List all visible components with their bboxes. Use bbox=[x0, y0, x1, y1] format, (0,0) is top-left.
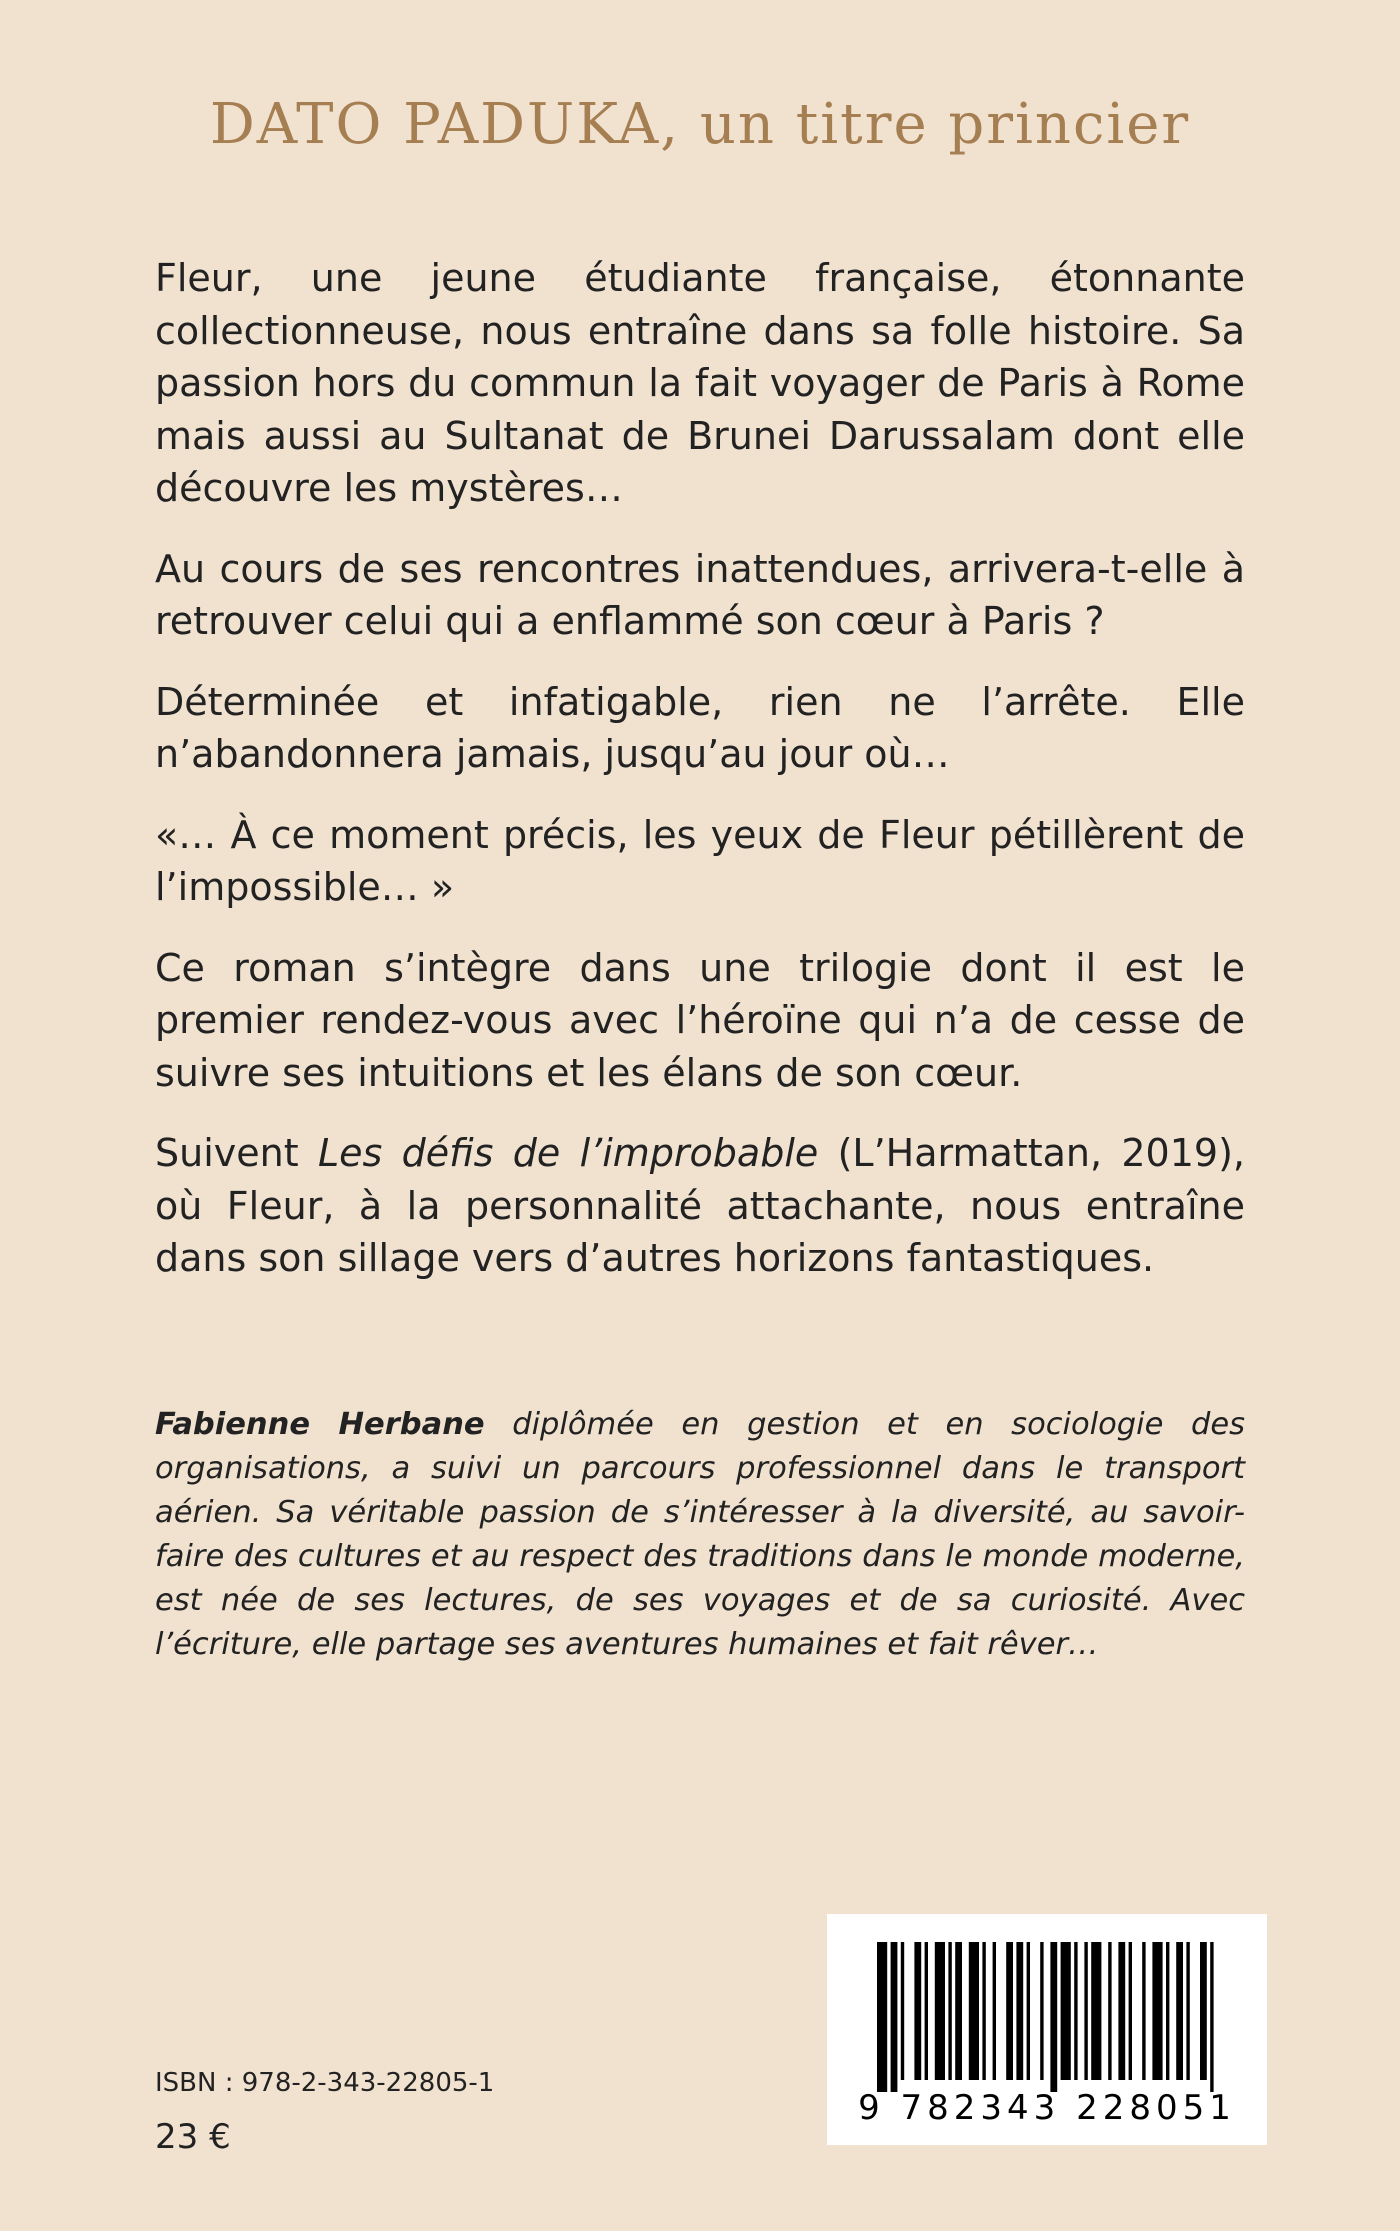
barcode-bar bbox=[1108, 1942, 1111, 2080]
barcode-digits: 9 782343 228051 bbox=[858, 2088, 1236, 2128]
barcode-bar bbox=[901, 1942, 904, 2080]
sequel-title: Les défis de l’improbable bbox=[317, 1131, 819, 1175]
author-bio-text: diplômée en gestion et en sociologie des organisations, a suivi un parcours professionnel dans le transport aérien. Sa véritable passion de s’intéresser à la diversité, au savoir-faire des cultures et au respect des traditions dans le monde moderne, est née de ses lectures, de ses voyages et de sa curiosité. Avec l’écriture, elle partage ses aventures humaines et fait rêver… bbox=[155, 1407, 1245, 1662]
barcode-bar bbox=[1006, 1942, 1013, 2080]
barcode-bar bbox=[877, 1942, 887, 2092]
author-name: Fabienne Herbane bbox=[155, 1407, 485, 1442]
blurb-paragraph-6 bbox=[155, 1127, 1245, 1285]
blurb-paragraph-6-end: (L’Harmattan, 2019), où Fleur, à la personnalité attachante, nous entraîne dans son sillage vers d’autres horizons fantastiques. bbox=[155, 1131, 1245, 1280]
barcode-bar bbox=[955, 1942, 962, 2080]
author-bio bbox=[155, 1403, 1245, 1667]
book-title: DATO PADUKA, un titre princier bbox=[209, 92, 1191, 157]
barcode-bar bbox=[1027, 1942, 1030, 2080]
barcode-bar bbox=[1152, 1942, 1162, 2080]
blurb-paragraph-4: «… À ce moment précis, les yeux de Fleur pétillèrent de l’impossible… » bbox=[155, 812, 1245, 909]
barcode-bar bbox=[1074, 1942, 1077, 2080]
blurb-paragraph-5: Ce roman s’intègre dans une trilogie dont il est le premier rendez-vous avec l’héroïne qui n’a de cesse de suivre ses intuitions et les élans de son cœur. bbox=[155, 945, 1245, 1095]
barcode-bar bbox=[891, 1942, 898, 2092]
barcode-bar bbox=[948, 1942, 951, 2080]
barcode-bar bbox=[982, 1942, 985, 2080]
barcode-bar bbox=[1016, 1942, 1023, 2080]
blurb-paragraph-1: Fleur, une jeune étudiante française, étonnante collectionneuse, nous entraîne dans sa folle histoire. Sa passion hors du commun la fait voyager de Paris à Rome mais aussi au Sultanat de Brunei Darussalam dont elle découvre les mystères… bbox=[155, 256, 1245, 510]
barcode-bar bbox=[1091, 1942, 1101, 2080]
barcode-bar bbox=[914, 1942, 921, 2080]
barcode-bar bbox=[1200, 1942, 1207, 2080]
barcode-bar bbox=[993, 1942, 996, 2080]
blurb-paragraph-3: Déterminée et infatigable, rien ne l’arrête. Elle n’abandonnera jamais, jusqu’au jour où… bbox=[155, 679, 1245, 776]
barcode-bar bbox=[969, 1942, 979, 2080]
barcode-bar bbox=[1061, 1942, 1071, 2080]
isbn: ISBN : 978-2-343-22805-1 bbox=[155, 2068, 495, 2098]
barcode-bar bbox=[1050, 1942, 1057, 2092]
barcode-bar bbox=[1129, 1942, 1132, 2080]
barcode-bar bbox=[1118, 1942, 1125, 2080]
barcode-bar bbox=[1210, 1942, 1213, 2092]
barcode-bar bbox=[1186, 1942, 1189, 2080]
barcode-bar bbox=[1040, 1942, 1043, 2080]
blurb bbox=[155, 252, 1245, 1313]
price: 23 € bbox=[155, 2117, 231, 2157]
barcode-bar bbox=[1084, 1942, 1087, 2080]
barcode-bar bbox=[1142, 1942, 1145, 2080]
blurb-paragraph-6-start: Suivent bbox=[155, 1131, 318, 1175]
barcode-bar bbox=[925, 1942, 928, 2080]
barcode-bar bbox=[935, 1942, 945, 2080]
barcode-bar bbox=[1166, 1942, 1169, 2080]
blurb-paragraph-2: Au cours de ses rencontres inattendues, arrivera-t-elle à retrouver celui qui a enflammé son cœur à Paris ? bbox=[155, 546, 1245, 643]
barcode-bar bbox=[1176, 1942, 1183, 2080]
barcode bbox=[827, 1914, 1267, 2145]
